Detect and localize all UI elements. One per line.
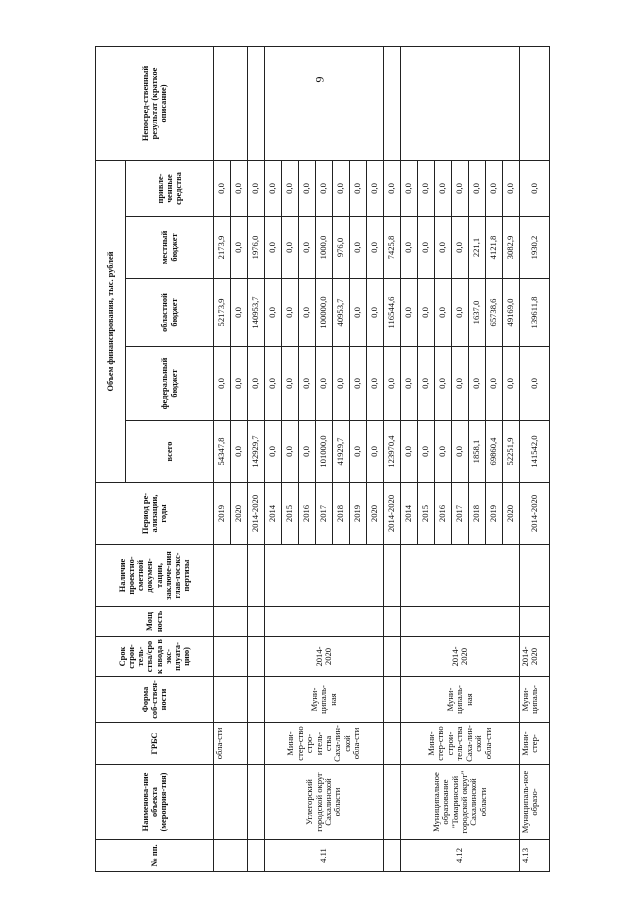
year-cell: 2019 — [214, 483, 231, 545]
section-name-cell: Углегорский городской округ Сахалинской области — [265, 765, 384, 840]
section-term-cell — [248, 637, 265, 677]
local-cell: 2173,9 — [214, 217, 231, 279]
attracted-cell: 0,0 — [367, 160, 384, 216]
total-cell: 54347,8 — [214, 421, 231, 483]
regional-cell: 116544,6 — [384, 279, 401, 347]
section-grbs-cell: Мини-стер- — [520, 723, 550, 765]
year-cell: 2020 — [503, 483, 520, 545]
col-local-header: местный бюджет — [126, 217, 214, 279]
section-capacity-cell — [401, 607, 520, 637]
attracted-cell: 0,0 — [384, 160, 401, 216]
table-row — [384, 46, 401, 871]
local-cell: 0,0 — [265, 217, 282, 279]
col-grbs-header: ГРБС — [96, 723, 214, 765]
year-cell: 2014-2020 — [520, 483, 550, 545]
attracted-cell: 0,0 — [316, 160, 333, 216]
local-cell: 4121,8 — [486, 217, 503, 279]
federal-cell: 0,0 — [282, 347, 299, 421]
local-cell: 1000,0 — [316, 217, 333, 279]
local-cell: 976,0 — [333, 217, 350, 279]
federal-cell: 0,0 — [299, 347, 316, 421]
section-num-cell — [248, 840, 265, 872]
regional-cell: 0,0 — [350, 279, 367, 347]
total-cell: 0,0 — [367, 421, 384, 483]
total-cell: 123970,4 — [384, 421, 401, 483]
federal-cell: 0,0 — [384, 347, 401, 421]
page-number: 9 — [312, 76, 327, 83]
section-psd-cell — [401, 545, 520, 607]
year-cell: 2014 — [265, 483, 282, 545]
federal-cell: 0,0 — [469, 347, 486, 421]
col-ownership-header: Форма соб-ствен-ности — [96, 677, 214, 723]
total-cell: 142929,7 — [248, 421, 265, 483]
total-cell: 0,0 — [299, 421, 316, 483]
section-num-cell: 4.11 — [265, 840, 384, 872]
col-federal-header: федеральный бюджет — [126, 347, 214, 421]
attracted-cell: 0,0 — [452, 160, 469, 216]
col-num-header: № пп. — [96, 840, 214, 872]
federal-cell: 0,0 — [367, 347, 384, 421]
attracted-cell: 0,0 — [248, 160, 265, 216]
col-volume-header: Объем финансирования, тыс. рублей — [96, 160, 126, 482]
year-cell: 2014 — [401, 483, 418, 545]
year-cell: 2020 — [231, 483, 248, 545]
federal-cell: 0,0 — [435, 347, 452, 421]
result-cell — [265, 46, 384, 160]
section-term-cell: 2014-2020 — [265, 637, 384, 677]
attracted-cell: 0,0 — [469, 160, 486, 216]
federal-cell: 0,0 — [503, 347, 520, 421]
attracted-cell: 0,0 — [503, 160, 520, 216]
result-cell — [520, 46, 550, 160]
attracted-cell: 0,0 — [299, 160, 316, 216]
col-name-header: Наименова-ние объекта (мероприя-тия) — [96, 765, 214, 840]
attracted-cell: 0,0 — [520, 160, 550, 216]
cont-name-cell — [214, 765, 248, 840]
section-grbs-cell: Мини-стер-ство стро-итель-ства Саха-лин-ской обла-сти — [265, 723, 384, 765]
section-ownership-cell — [248, 677, 265, 723]
col-period-header: Период ре-ализации, годы — [96, 483, 214, 545]
total-cell: 0,0 — [231, 421, 248, 483]
section-name-cell: Муниципальное образование "Томаринский городской округ" Сахалинской области — [401, 765, 520, 840]
attracted-cell: 0,0 — [214, 160, 231, 216]
section-term-cell: 2014-2020 — [401, 637, 520, 677]
regional-cell: 0,0 — [231, 279, 248, 347]
total-cell: 0,0 — [401, 421, 418, 483]
regional-cell: 140953,7 — [248, 279, 265, 347]
year-cell: 2015 — [418, 483, 435, 545]
section-ownership-cell: Муни-ципаль- — [520, 677, 550, 723]
attracted-cell: 0,0 — [282, 160, 299, 216]
federal-cell: 0,0 — [401, 347, 418, 421]
attracted-cell: 0,0 — [418, 160, 435, 216]
federal-cell: 0,0 — [486, 347, 503, 421]
local-cell: 221,1 — [469, 217, 486, 279]
cont-psd-cell — [214, 545, 248, 607]
section-grbs-cell: Мини-стер-ство строи-тель-ства Саха-лин-ской обла-сти — [401, 723, 520, 765]
attracted-cell: 0,0 — [333, 160, 350, 216]
year-cell: 2018 — [469, 483, 486, 545]
section-psd-cell — [384, 545, 401, 607]
section-name-cell — [248, 765, 265, 840]
section-grbs-cell — [384, 723, 401, 765]
cont-term-cell — [214, 637, 248, 677]
cont-num-cell — [214, 840, 248, 872]
local-cell: 0,0 — [350, 217, 367, 279]
cont-ownership-cell — [214, 677, 248, 723]
total-cell: 0,0 — [282, 421, 299, 483]
year-cell: 2014-2020 — [248, 483, 265, 545]
section-ownership-cell: Муни-ципаль-ная — [265, 677, 384, 723]
total-cell: 1858,1 — [469, 421, 486, 483]
total-cell: 141542,0 — [520, 421, 550, 483]
regional-cell: 0,0 — [418, 279, 435, 347]
section-ownership-cell — [384, 677, 401, 723]
col-psd-header: Наличие проектно-сметной докумен-тации, заключе-ния глав-госэкс-пертизы — [96, 545, 214, 607]
local-cell: 0,0 — [299, 217, 316, 279]
total-cell: 0,0 — [265, 421, 282, 483]
regional-cell: 0,0 — [367, 279, 384, 347]
regional-cell: 0,0 — [299, 279, 316, 347]
section-num-cell: 4.12 — [401, 840, 520, 872]
local-cell: 1976,0 — [248, 217, 265, 279]
total-cell: 101000,0 — [316, 421, 333, 483]
section-psd-cell — [248, 545, 265, 607]
year-cell: 2015 — [282, 483, 299, 545]
local-cell: 0,0 — [282, 217, 299, 279]
section-num-cell — [384, 840, 401, 872]
year-cell: 2019 — [486, 483, 503, 545]
section-name-cell — [384, 765, 401, 840]
col-attracted-header: привле-ченные средства — [126, 160, 214, 216]
total-cell: 0,0 — [435, 421, 452, 483]
regional-cell: 49169,0 — [503, 279, 520, 347]
col-total-header: всего — [126, 421, 214, 483]
year-cell: 2016 — [299, 483, 316, 545]
regional-cell: 0,0 — [452, 279, 469, 347]
result-cell — [401, 46, 520, 160]
col-capacity-header: Мощ ность — [96, 607, 214, 637]
attracted-cell: 0,0 — [265, 160, 282, 216]
local-cell: 0,0 — [435, 217, 452, 279]
federal-cell: 0,0 — [333, 347, 350, 421]
local-cell: 7425,8 — [384, 217, 401, 279]
total-cell: 0,0 — [452, 421, 469, 483]
table-row — [265, 46, 282, 871]
regional-cell: 65738,6 — [486, 279, 503, 347]
result-cell — [384, 46, 401, 160]
section-capacity-cell — [248, 607, 265, 637]
table-row — [248, 46, 265, 871]
cont-grbs-cell: обла-сти — [214, 723, 248, 765]
section-grbs-cell — [248, 723, 265, 765]
year-cell: 2014-2020 — [384, 483, 401, 545]
regional-cell: 40953,7 — [333, 279, 350, 347]
year-cell: 2020 — [367, 483, 384, 545]
federal-cell: 0,0 — [231, 347, 248, 421]
total-cell: 41929,7 — [333, 421, 350, 483]
total-cell: 0,0 — [350, 421, 367, 483]
regional-cell: 0,0 — [435, 279, 452, 347]
rotated-page — [95, 47, 550, 872]
attracted-cell: 0,0 — [350, 160, 367, 216]
year-cell: 2018 — [333, 483, 350, 545]
local-cell: 0,0 — [401, 217, 418, 279]
col-result-header: Непосред-ственный результат (краткое описание) — [96, 46, 214, 160]
regional-cell: 0,0 — [401, 279, 418, 347]
federal-cell: 0,0 — [214, 347, 231, 421]
section-psd-cell — [520, 545, 550, 607]
attracted-cell: 0,0 — [401, 160, 418, 216]
table-row — [214, 46, 231, 871]
federal-cell: 0,0 — [316, 347, 333, 421]
federal-cell: 0,0 — [418, 347, 435, 421]
total-cell: 0,0 — [418, 421, 435, 483]
regional-cell: 52173,9 — [214, 279, 231, 347]
year-cell: 2019 — [350, 483, 367, 545]
regional-cell: 0,0 — [282, 279, 299, 347]
year-cell: 2017 — [452, 483, 469, 545]
header-row-1 — [96, 46, 126, 871]
regional-cell: 0,0 — [265, 279, 282, 347]
regional-cell: 139611,8 — [520, 279, 550, 347]
local-cell: 1930,2 — [520, 217, 550, 279]
federal-cell: 0,0 — [265, 347, 282, 421]
result-cell — [248, 46, 265, 160]
table-row — [401, 46, 418, 871]
section-num-cell: 4.13 — [520, 840, 550, 872]
section-capacity-cell — [265, 607, 384, 637]
attracted-cell: 0,0 — [231, 160, 248, 216]
year-cell: 2016 — [435, 483, 452, 545]
regional-cell: 1637,0 — [469, 279, 486, 347]
section-capacity-cell — [384, 607, 401, 637]
federal-cell: 0,0 — [248, 347, 265, 421]
section-name-cell: Муниципаль-ное образо- — [520, 765, 550, 840]
cont-capacity-cell — [214, 607, 248, 637]
federal-cell: 0,0 — [452, 347, 469, 421]
local-cell: 0,0 — [231, 217, 248, 279]
section-term-cell: 2014-2020 — [520, 637, 550, 677]
local-cell: 3082,9 — [503, 217, 520, 279]
local-cell: 0,0 — [452, 217, 469, 279]
total-cell: 52251,9 — [503, 421, 520, 483]
attracted-cell: 0,0 — [486, 160, 503, 216]
federal-cell: 0,0 — [520, 347, 550, 421]
local-cell: 0,0 — [418, 217, 435, 279]
section-term-cell — [384, 637, 401, 677]
col-regional-header: областной бюджет — [126, 279, 214, 347]
federal-cell: 0,0 — [350, 347, 367, 421]
regional-cell: 100000,0 — [316, 279, 333, 347]
attracted-cell: 0,0 — [435, 160, 452, 216]
financing-table — [95, 46, 550, 872]
year-cell: 2017 — [316, 483, 333, 545]
total-cell: 69860,4 — [486, 421, 503, 483]
section-capacity-cell — [520, 607, 550, 637]
local-cell: 0,0 — [367, 217, 384, 279]
section-psd-cell — [265, 545, 384, 607]
col-term-header: Срок строи-тель-ства/сро к ввода в экс-плуата-цию) — [96, 637, 214, 677]
cont-result-cell — [214, 46, 248, 160]
table-row — [520, 46, 550, 871]
section-ownership-cell: Муни-ципаль-ная — [401, 677, 520, 723]
